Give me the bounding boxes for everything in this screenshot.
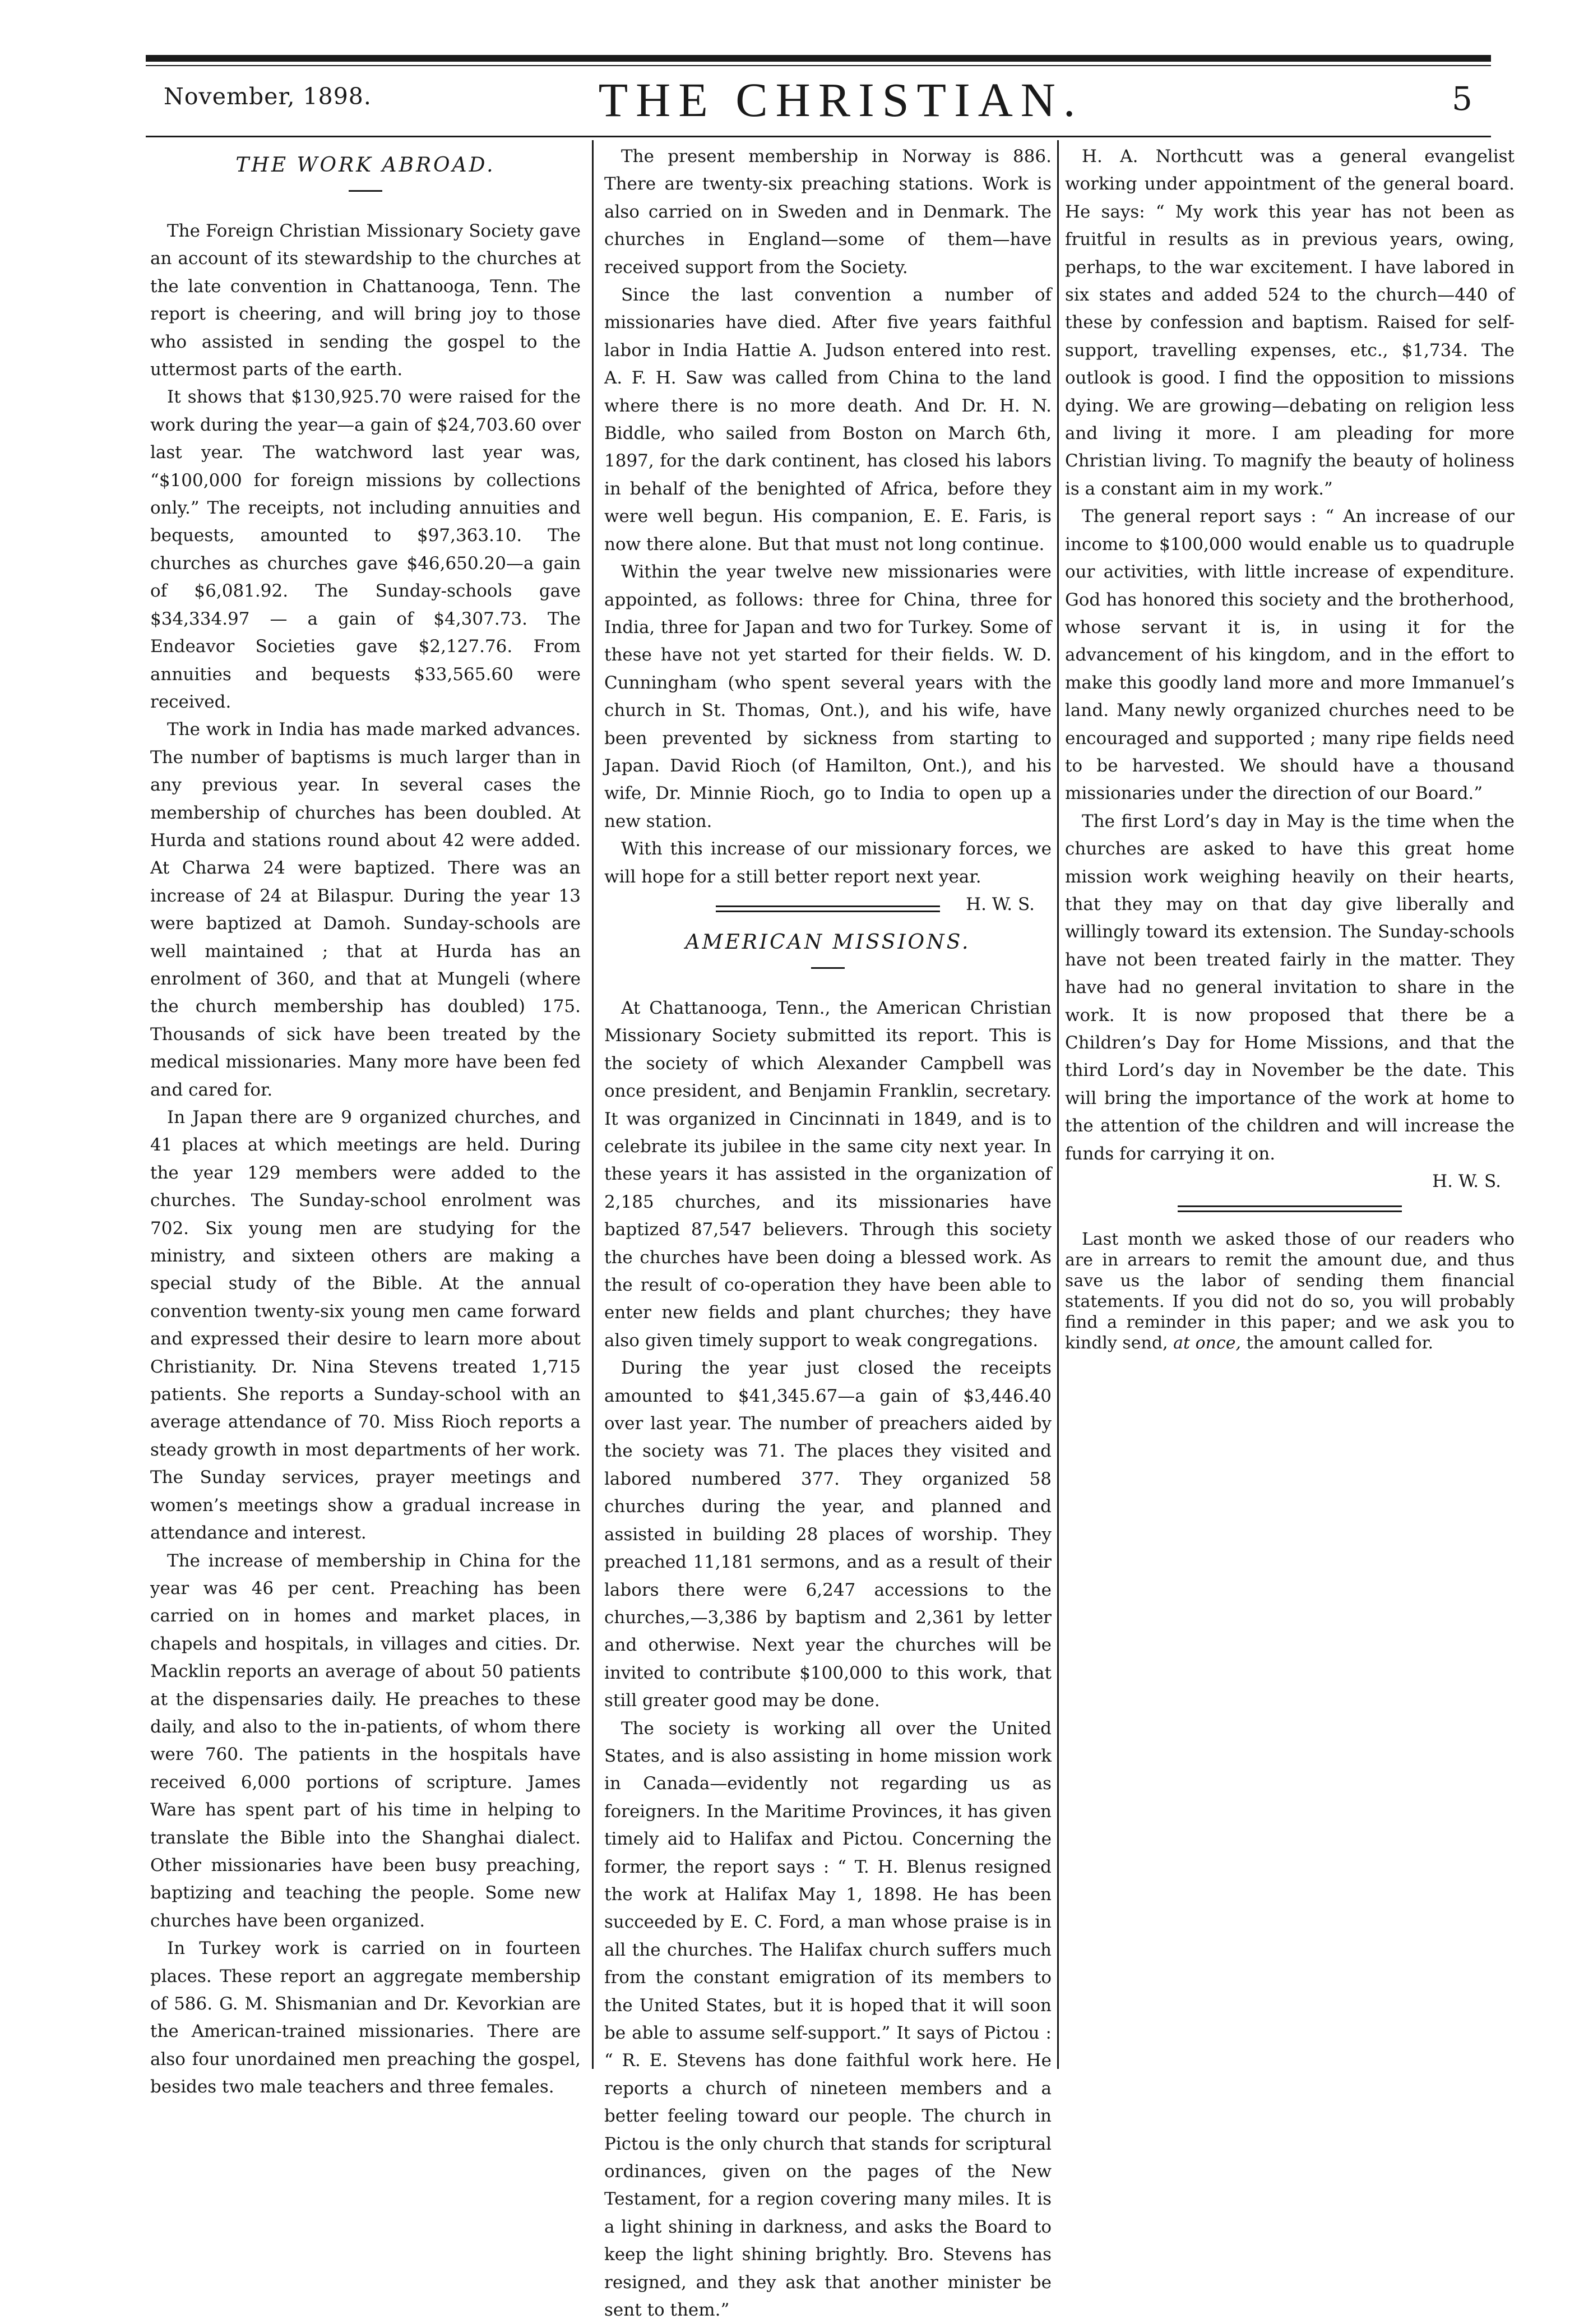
paragraph [604,835,1052,914]
column-divider [1057,140,1059,2069]
column-1 [150,143,581,2097]
masthead-rule-thin [146,65,1491,66]
heading-rule [349,190,382,192]
paragraph: The increase of membership in China for the year was 46 per cent. Preaching has been carried on in homes and market places, in chapels and hospitals, in villages and cities. Dr. Macklin reports an average of about 50 patients at the dispensaries daily. He preaches to these daily, and also to the in-patients, of whom there were 760. The patients in the hospitals have received 6,000 portions of scripture. James Ware has spent part of his time in helping to translate the Bible into the Shanghai dialect. Other missionaries have been busy preaching, baptizing and teaching the people. Some new churches have been organized. [150,1550,581,1931]
paragraph: The first Lord’s day in May is the time when the churches are asked to have this great home mission work weighing heavily on their hearts, that they may on that day give liberally and willingly toward its extension. The Sunday-schools have not been treated fairly in the matter. They have had no general invitation to share in the work. It is now proposed that there be a Children’s Day for Home Missions, and that the third Lord’s day in November be the date. This will bring the importance of the work at home to the attention of the children and will increase the funds for carrying it on. [1065,811,1515,1164]
page-number: 5 [1452,80,1472,118]
paragraph: It shows that $130,925.70 were raised for the work during the year—a gain of $24,703.60 over last year. The watchword last year was, “$100,000 for foreign missions by collections only.” The receipts, not including annuities and bequests, amounted to $97,363.10. The churches as churches gave $46,650.20—a gain of $6,081.92. The Sunday-schools gave $34,334.97 — a gain of $4,307.73. The Endeavor Societies gave $2,127.76. From annuities and bequests $33,565.60 were received. [150,387,581,712]
notice-text-end: the amount called for. [1241,1333,1434,1353]
paragraph-text: With this increase of our missionary forces, we will hope for a still better report next year. [604,839,1052,887]
author-signature: H. W. S. [1432,1171,1501,1192]
notice-text: Last month we asked those of our readers who are in arrears to remit the amount due, and thus save us the labor of sending them financial statements. If you did not do so, you will probably find a reminder in this paper; and we ask you to kindly send, [1065,1230,1515,1353]
paragraph: The Foreign Christian Missionary Society gave an account of its stewardship to the churches at the late convention in Chattanooga, Tenn. The report is cheering, and will bring joy to those who assisted in sending the gospel to the uttermost parts of the earth. [150,221,581,380]
issue-date: November, 1898. [164,83,372,110]
notice-emphasis: at once, [1173,1333,1242,1353]
masthead-rule-thick [146,55,1491,62]
paragraph: In Turkey work is carried on in fourteen places. These report an aggregate membership of 586. G. M. Shismanian and Dr. Kevorkian are the American-trained missionaries. There are also four unordained men preaching the gospel, besides two male teachers and three females. [150,1938,581,2097]
paragraph: The work in India has made marked advances. The number of baptisms is much larger than in any previous year. In several cases the membership of churches has been doubled. At Hurda and stations round about 42 were added. At Charwa 24 were baptized. There was an increase of 24 at Bilaspur. During the year 13 were baptized at Damoh. Sunday-schools are well maintained ; that at Hurda has an enrolment of 360, and that at Mungeli (where the church membership has doubled) 175. Thousands of sick have been treated by the medical missionaries. Many more have been fed and cared for. [150,719,581,1100]
column-3 [1065,143,1515,2066]
paragraph: The present membership in Norway is 886. There are twenty-six preaching stations. Work is also carried on in Sweden and in Denmark. The churches in England—some of them—have received support from the Society. [604,146,1052,278]
paragraph: In Japan there are 9 organized churches, and 41 places at which meetings are held. During the year 129 members were added to the churches. The Sunday-school enrolment was 702. Six young men are studying for the ministry, and sixteen others are making a special study of the Bible. At the annual convention twenty-six young men came forward and expressed their desire to learn more about Christianity. Dr. Nina Stevens treated 1,715 patients. She reports a Sunday-school with an average attendance of 70. Miss Rioch reports a steady growth in most departments of her work. The Sunday services, prayer meetings and women’s meetings show a gradual increase in attendance and interest. [150,1107,581,1544]
heading-rule [811,967,845,969]
article-heading-work-abroad: THE WORK ABROAD. [235,154,496,177]
column-2 [604,143,1052,2321]
article-heading-american-missions: AMERICAN MISSIONS. [685,930,971,954]
paragraph: During the year just closed the receipts amounted to $41,345.67—a gain of $3,446.40 over last year. The number of preachers aided by the society was 71. The places they visited and labored numbered 377. They organized 58 churches during the year, and planned and assisted in building 28 places of worship. They preached 11,181 sermons, and as a result of their labors there were 6,247 accessions to the churches,—3,386 by baptism and 2,361 by letter and otherwise. Next year the churches will be invited to contribute $100,000 to this work, that still greater good may be done. [604,1358,1052,1711]
paragraph: The society is working all over the United States, and is also assisting in home mission work in Canada—evidently not regarding us as foreigners. In the Maritime Provinces, it has given timely aid to Halifax and Pictou. Concerning the former, the report says : “ T. H. Blenus resigned the work at Halifax May 1, 1898. He has been succeeded by E. C. Ford, a man whose praise is in all the churches. The Halifax church suffers much from the constant emigration of its members to the United States, but it is hoped that it will soon be able to assume self-support.” It says of Pictou : “ R. E. Stevens has done faithful work here. He reports a church of nineteen members and a better feeling toward our people. The church in Pictou is the only church that stands for scriptural ordinances, given on the pages of the New Testament, for a region covering many miles. It is a light shining in darkness, and asks the Board to keep the light shining brightly. Bro. Stevens has resigned, and they ask that another minister be sent to them.” [604,1718,1052,2321]
notice-paragraph [1065,1229,1515,1353]
section-divider [716,905,940,912]
paragraph: Within the year twelve new missionaries were appointed, as follows: three for China, three for India, three for Japan and two for Turkey. Some of these have not yet started for their fields. W. D. Cunningham (who spent several years with the church in St. Thomas, Ont.), and his wife, have been prevented by sickness from starting to Japan. David Rioch (of Hamilton, Ont.), and his wife, Dr. Minnie Rioch, go to India to open up a new station. [604,562,1052,831]
header-rule [146,136,1491,137]
arrears-notice [1065,1229,1515,1353]
author-signature: H. W. S. [966,894,1035,914]
column-divider [592,140,594,2069]
paragraph: The general report says : “ An increase of our income to $100,000 would enable us to quadruple our activities, with little increase of expenditure. God has honored this society and the brotherhood, whose servant it is, in using it for the advancement of his kingdom, and in the effort to make this goodly land more and more Immanuel’s land. Many newly organized churches need to be encouraged and supported ; many ripe fields need to be harvested. We should have a thousand missionaries under the direction of our Board.” [1065,506,1515,804]
paragraph: H. A. Northcutt was a general evangelist working under appointment of the general board. He says: “ My work this year has not been as fruitful in results as in previous years, owing, perhaps, to the war excitement. I have labored in six states and added 524 to the church—440 of these by confession and baptism. Raised for self-support, travelling expenses, etc., $1,734. The outlook is good. I find the opposition to missions dying. We are growing—debating on religion less and living it more. I am pleading for more Christian living. To magnify the beauty of holiness is a constant aim in my work.” [1065,146,1515,499]
publication-title: THE CHRISTIAN. [598,73,1083,127]
paragraph: At Chattanooga, Tenn., the American Christian Missionary Society submitted its report. This is the society of which Alexander Campbell was once president, and Benjamin Franklin, secretary. It was organized in Cincinnati in 1849, and is to celebrate its jubilee in the same city next year. In these years it has assisted in the organization of 2,185 churches, and its missionaries have baptized 87,547 believers. Through this society the churches have been doing a blessed work. As the result of co-operation they have been able to enter new fields and plant churches; they have also given timely support to weak congregations. [604,997,1052,1351]
section-divider [1178,1205,1402,1212]
paragraph: Since the last convention a number of missionaries have died. After five years faithful labor in India Hattie A. Judson entered into rest. A. F. H. Saw was called from China to the land where there is no more death. And Dr. H. N. Biddle, who sailed from Boston on March 6th, 1897, for the dark continent, has closed his labors in behalf of the benighted of Africa, before they were well begun. His companion, E. E. Faris, is now there alone. But that must not long continue. [604,285,1052,555]
